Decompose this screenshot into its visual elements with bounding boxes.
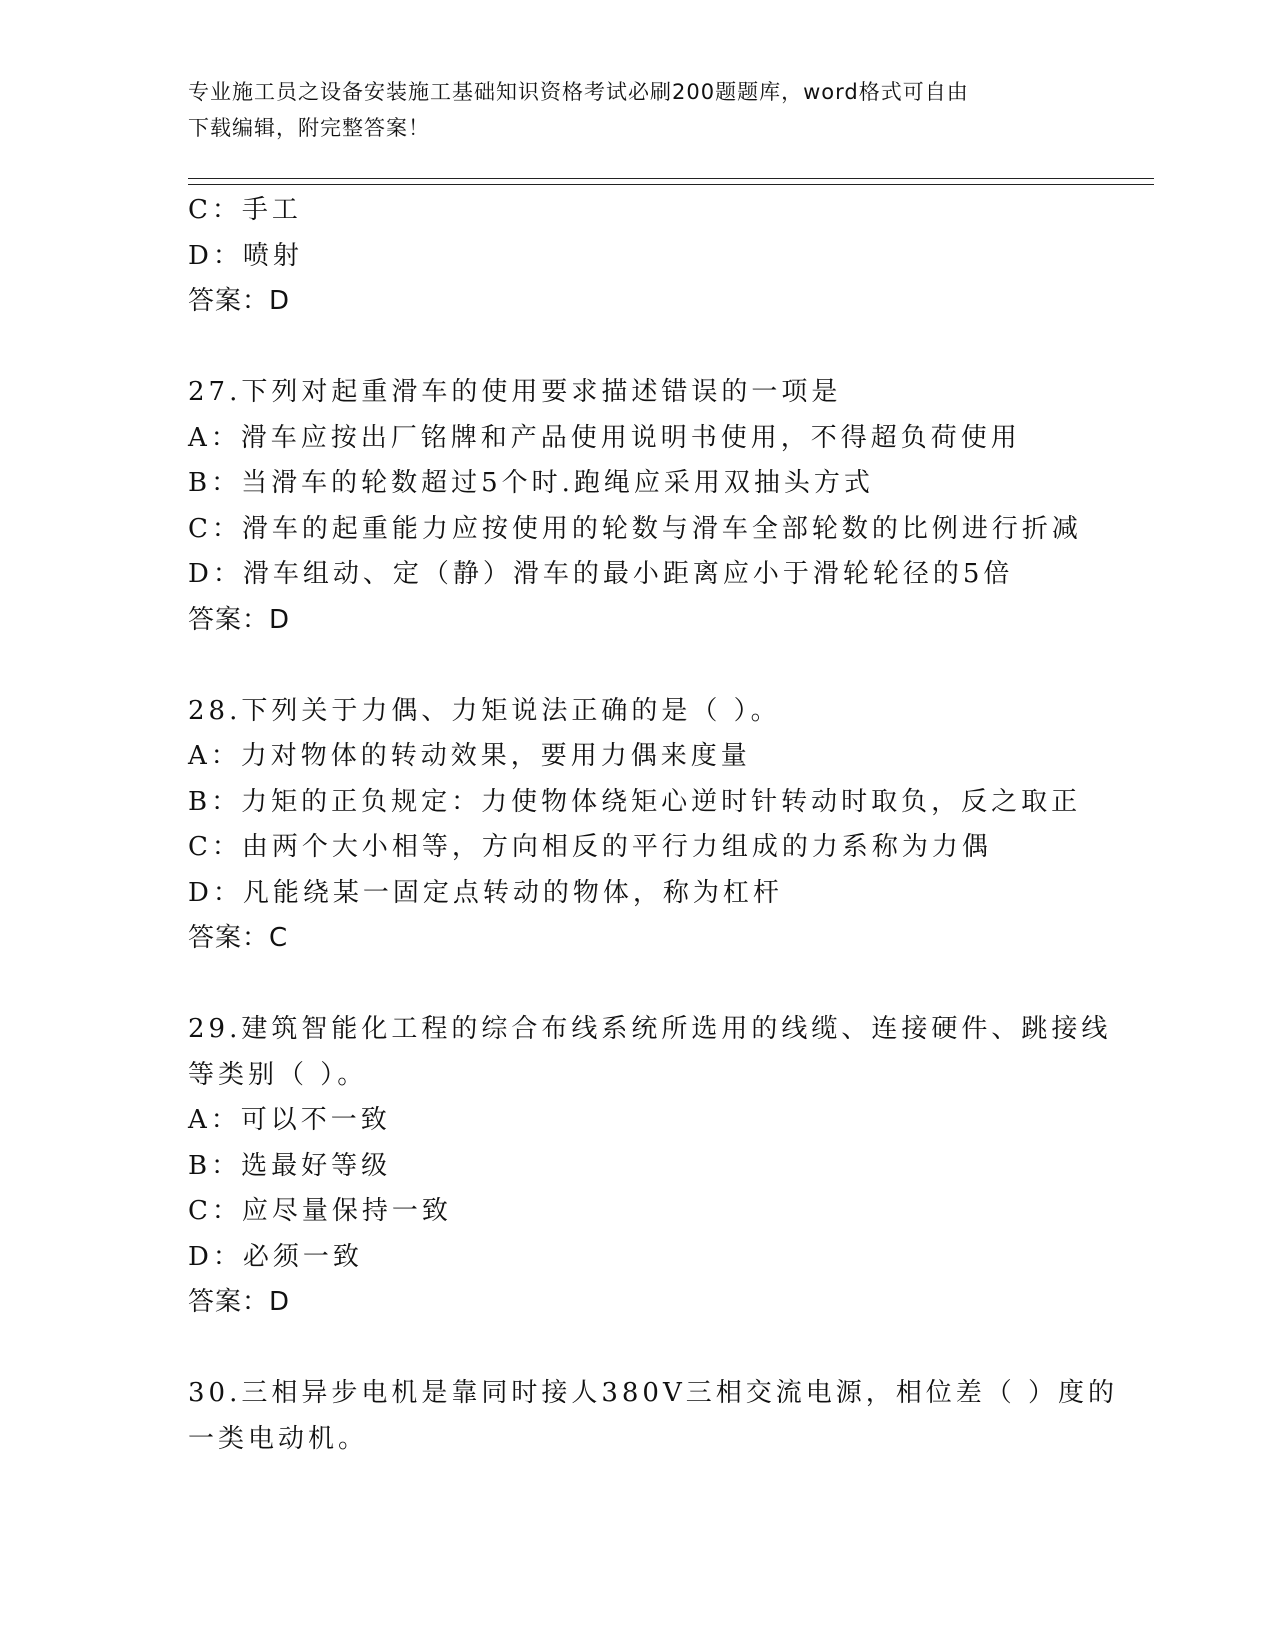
q28-question: 28.下列关于力偶、力矩说法正确的是（ ）。 [188, 695, 781, 726]
q30-question-line-1: 30.三相异步电机是靠同时接人380V三相交流电源，相位差（ ）度的 [188, 1378, 1119, 1408]
q27-option-d: D：滑车组动、定（静）滑车的最小距离应小于滑轮轮径的5倍 [188, 559, 1014, 589]
q27-option-c: C：滑车的起重能力应按使用的轮数与滑车全部轮数的比例进行折减 [188, 513, 1082, 544]
q27-option-a: A：滑车应按出厂铭牌和产品使用说明书使用，不得超负荷使用 [188, 422, 1021, 453]
q29-answer: 答案：D [188, 1287, 291, 1317]
q29-option-b: B：选最好等级 [188, 1150, 392, 1181]
header-title-line-2: 下载编辑，附完整答案！ [188, 116, 430, 140]
question-list [188, 188, 1119, 1462]
prev-option-c: C：手工 [188, 195, 302, 225]
q28-option-c: C：由两个大小相等，方向相反的平行力组成的力系称为力偶 [188, 832, 992, 862]
q27-answer: 答案：D [188, 604, 291, 635]
q29-question-line-2: 等类别（ ）。 [188, 1059, 368, 1090]
q29-option-d: D：必须一致 [188, 1241, 363, 1272]
q28-option-b: B：力矩的正负规定：力使物体绕矩心逆时针转动时取负，反之取正 [188, 786, 1082, 817]
q29-option-c: C：应尽量保持一致 [188, 1196, 452, 1226]
q28-option-a: A：力对物体的转动效果，要用力偶来度量 [188, 741, 751, 771]
q28-option-d: D：凡能绕某一固定点转动的物体，称为杠杆 [188, 877, 783, 908]
header-rule-bottom [188, 184, 1154, 185]
q28-answer: 答案：C [188, 923, 289, 953]
spacer [188, 643, 1088, 689]
spacer [188, 962, 1088, 1008]
prev-answer: 答案：D [188, 286, 291, 316]
header-title-line-1: 专业施工员之设备安装施工基础知识资格考试必刷200题题库，word格式可自由 [188, 80, 969, 104]
q27-question: 27.下列对起重滑车的使用要求描述错误的一项是 [188, 377, 842, 407]
spacer [188, 325, 1088, 371]
document-header [188, 74, 1068, 146]
spacer [188, 1326, 1088, 1372]
prev-option-d: D：喷射 [188, 240, 303, 271]
header-rule-top [188, 178, 1154, 179]
q29-question-line-1: 29.建筑智能化工程的综合布线系统所选用的线缆、连接硬件、跳接线 [188, 1014, 1112, 1044]
q27-option-b: B：当滑车的轮数超过5个时.跑绳应采用双抽头方式 [188, 468, 874, 498]
q30-question-line-2: 一类电动机。 [188, 1423, 369, 1454]
q29-option-a: A：可以不一致 [188, 1105, 391, 1135]
